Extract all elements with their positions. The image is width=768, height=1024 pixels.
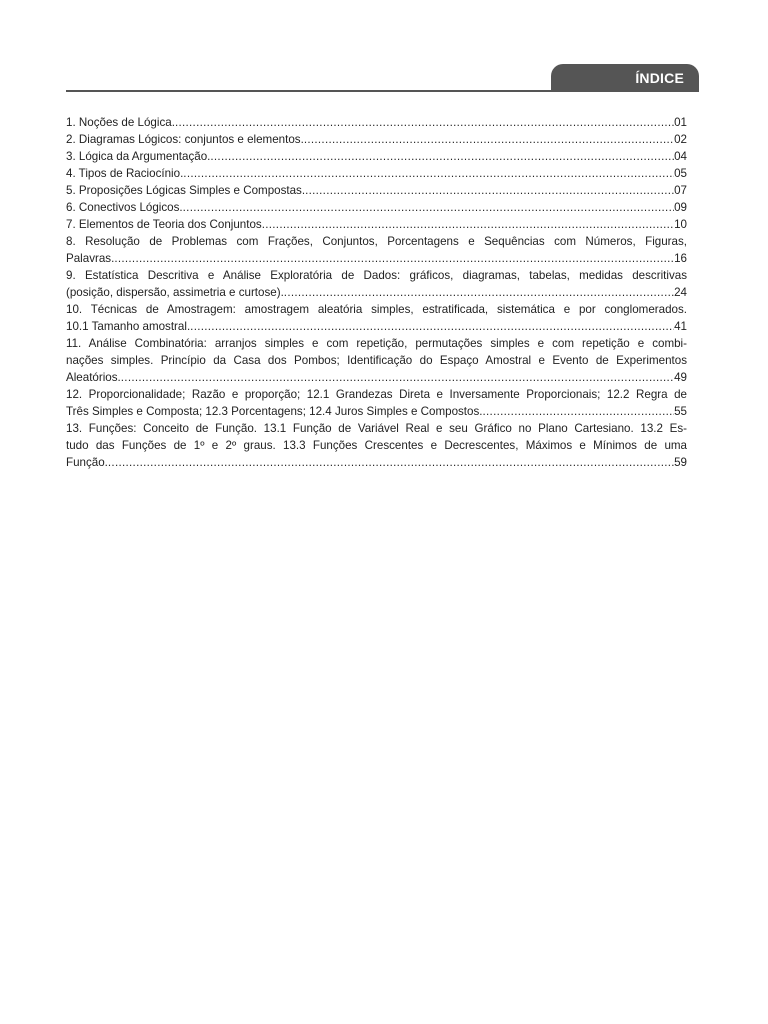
toc-entry-text: 10. Técnicas de Amostragem: amostragem aleatória simples, estratificada, sistemática e por conglomerados.	[66, 303, 687, 316]
toc-page-number: 59	[674, 456, 687, 469]
toc-entry-line	[66, 182, 687, 199]
dot-leader	[284, 284, 674, 301]
toc-entry-text: 9. Estatística Descritiva e Análise Exploratória de Dados: gráficos, diagramas, tabelas, medidas descritivas	[66, 269, 687, 282]
toc-page-number: 09	[674, 201, 687, 214]
toc-entry-text: Três Simples e Composta; 12.3 Porcentagens; 12.4 Juros Simples e Compostos.	[66, 405, 483, 418]
toc-entry-text: Aleatórios.	[66, 371, 121, 384]
toc-page-number: 04	[674, 150, 687, 163]
toc-entry-text: 2. Diagramas Lógicos: conjuntos e elementos.	[66, 133, 304, 146]
toc-entry-text: 11. Análise Combinatória: arranjos simples e com repetição, permutações simples e com repetição e combi-	[66, 337, 687, 350]
toc-entry-line	[66, 318, 687, 335]
dot-leader	[210, 148, 674, 165]
index-tab	[551, 64, 699, 92]
table-of-contents	[66, 114, 687, 471]
toc-entry-text: 10.1 Tamanho amostral.	[66, 320, 191, 333]
toc-page-number: 05	[674, 167, 687, 180]
toc-entry-text: 7. Elementos de Teoria dos Conjuntos	[66, 218, 262, 231]
toc-entry[interactable]	[66, 131, 687, 148]
toc-page-number: 01	[674, 116, 687, 129]
toc-entry-line	[66, 199, 687, 216]
toc-entry-text: Palavras.	[66, 252, 115, 265]
dot-leader	[183, 165, 674, 182]
toc-entry-text: 4. Tipos de Raciocínio.	[66, 167, 184, 180]
toc-page-number: 07	[674, 184, 687, 197]
toc-page-number: 02	[674, 133, 687, 146]
toc-entry[interactable]	[66, 199, 687, 216]
toc-entry[interactable]	[66, 335, 687, 386]
toc-page-number: 16	[674, 252, 687, 265]
toc-entry[interactable]	[66, 165, 687, 182]
dot-leader	[483, 403, 675, 420]
dot-leader	[304, 131, 674, 148]
toc-entry-line	[66, 165, 687, 182]
toc-entry-line	[66, 114, 687, 131]
toc-entry-line	[66, 284, 687, 301]
toc-entry-text: 8. Resolução de Problemas com Frações, Conjuntos, Porcentagens e Sequências com Números, Figuras,	[66, 235, 687, 248]
dot-leader	[114, 250, 674, 267]
toc-entry-line	[66, 454, 687, 471]
toc-page-number: 24	[674, 286, 687, 299]
toc-entry-text: 5. Proposições Lógicas Simples e Compostas.	[66, 184, 306, 197]
toc-entry-text: tudo das Funções de 1º e 2º graus. 13.3 Funções Crescentes e Decrescentes, Máximos e Mínimos de uma	[66, 439, 687, 452]
toc-entry[interactable]	[66, 182, 687, 199]
toc-entry-text: Função.	[66, 456, 108, 469]
toc-entry-text: 3. Lógica da Argumentação.	[66, 150, 211, 163]
toc-entry-line	[66, 250, 687, 267]
dot-leader	[121, 369, 674, 386]
toc-entry[interactable]	[66, 114, 687, 131]
toc-entry-line	[66, 148, 687, 165]
toc-entry[interactable]	[66, 148, 687, 165]
toc-entry-text: (posição, dispersão, assimetria e curtose).	[66, 286, 284, 299]
index-tab-label: ÍNDICE	[635, 70, 684, 86]
toc-page-number: 49	[674, 371, 687, 384]
toc-entry[interactable]	[66, 386, 687, 420]
toc-entry[interactable]	[66, 267, 687, 301]
toc-entry[interactable]	[66, 216, 687, 233]
toc-entry-line	[66, 131, 687, 148]
dot-leader	[175, 114, 674, 131]
toc-entry-line	[66, 403, 687, 420]
dot-leader	[190, 318, 674, 335]
toc-entry[interactable]	[66, 233, 687, 267]
toc-entry[interactable]	[66, 301, 687, 335]
dot-leader	[305, 182, 674, 199]
toc-page-number: 10	[674, 218, 687, 231]
dot-leader	[262, 216, 674, 233]
toc-entry-text: 12. Proporcionalidade; Razão e proporção; 12.1 Grandezas Direta e Inversamente Proporcionais; 12.2 Regra de	[66, 388, 687, 401]
toc-entry-text: 13. Funções: Conceito de Função. 13.1 Função de Variável Real e seu Gráfico no Plano Cartesiano. 13.2 Es-	[66, 422, 687, 435]
toc-entry-line	[66, 369, 687, 386]
toc-entry-text: 6. Conectivos Lógicos.	[66, 201, 183, 214]
toc-page-number: 55	[674, 405, 687, 418]
toc-entry[interactable]	[66, 420, 687, 471]
toc-page-number: 41	[674, 320, 687, 333]
toc-entry-text: nações simples. Princípio da Casa dos Pombos; Identificação do Espaço Amostral e Evento de Experimentos	[66, 354, 687, 367]
dot-leader	[108, 454, 674, 471]
toc-entry-line	[66, 216, 687, 233]
dot-leader	[183, 199, 674, 216]
toc-entry-text: 1. Noções de Lógica.	[66, 116, 175, 129]
